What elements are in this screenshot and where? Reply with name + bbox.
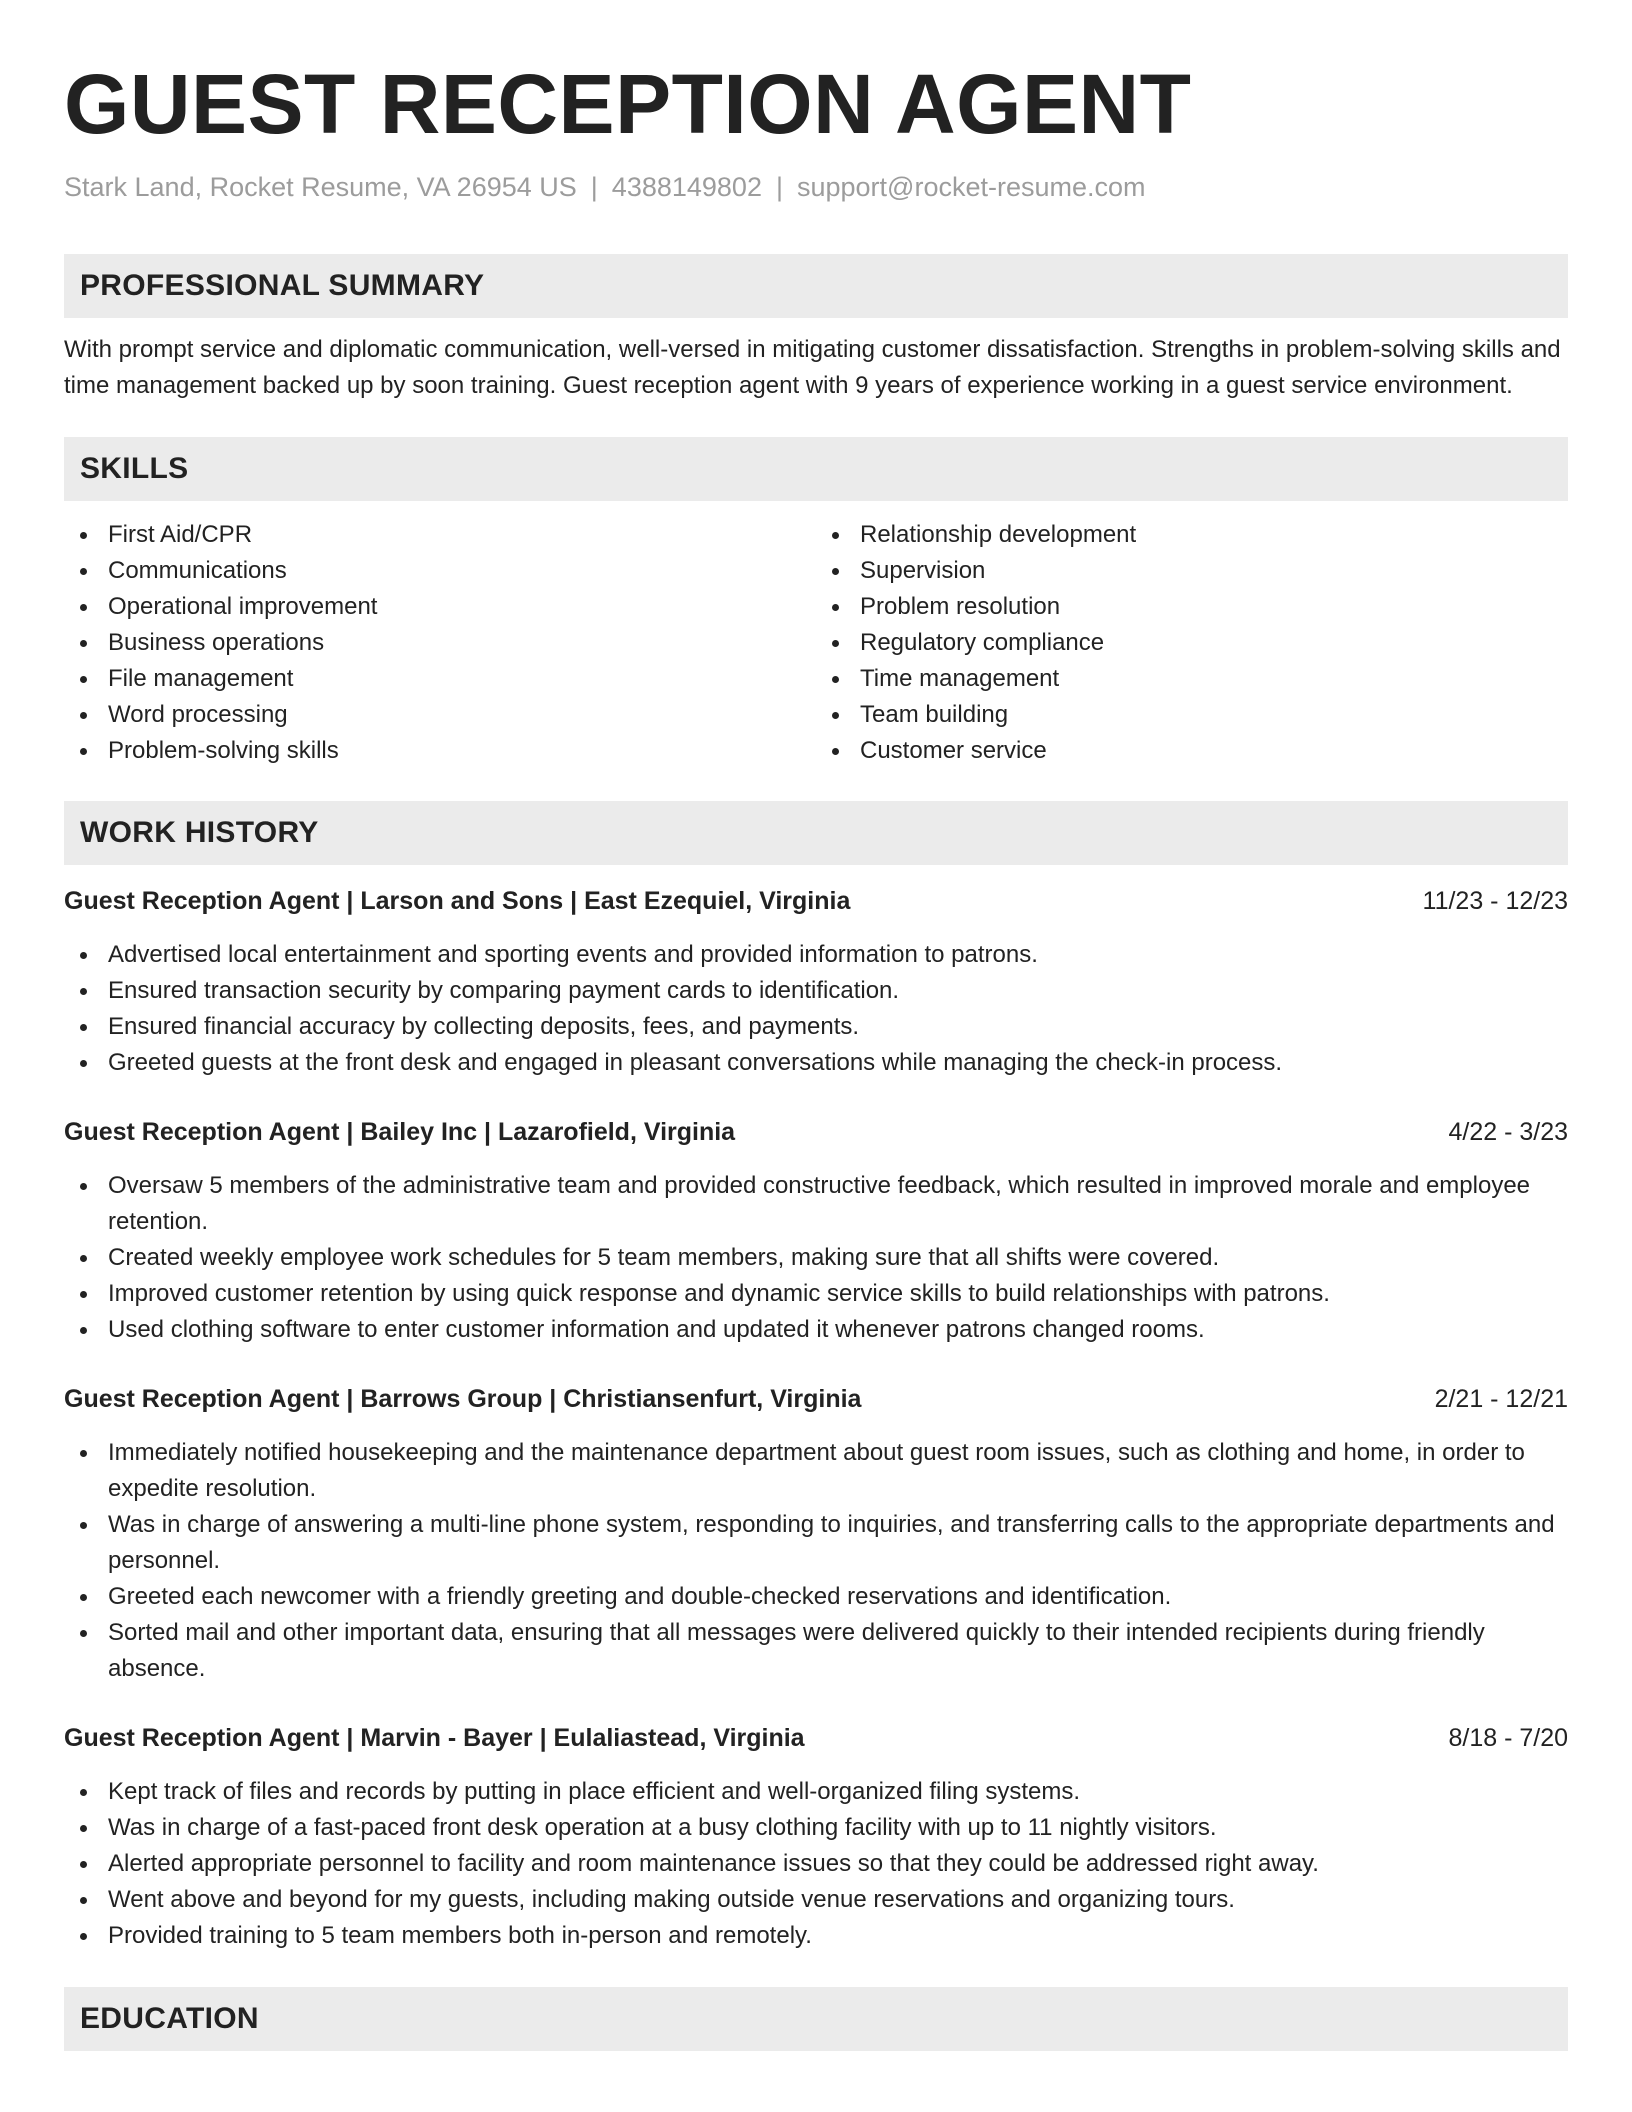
job-header xyxy=(64,883,1568,919)
contact-phone: 4388149802 xyxy=(611,172,762,202)
skill-item: Team building xyxy=(816,697,1568,733)
contact-line xyxy=(64,170,1568,204)
skill-item: First Aid/CPR xyxy=(64,517,816,553)
job-bullet: Created weekly employee work schedules for 5 team members, making sure that all shifts were covered. xyxy=(64,1240,1568,1276)
job-title: Guest Reception Agent | Marvin - Bayer | Eulaliastead, Virginia xyxy=(64,1724,805,1752)
job-dates: 4/22 - 3/23 xyxy=(1448,1118,1568,1146)
job-entry xyxy=(64,1720,1568,1954)
job-bullets xyxy=(64,1168,1568,1348)
job-bullet: Greeted each newcomer with a friendly greeting and double-checked reservations and identification. xyxy=(64,1579,1568,1615)
skills-list xyxy=(64,517,1568,769)
skill-item: Customer service xyxy=(816,733,1568,769)
job-bullet: Improved customer retention by using quick response and dynamic service skills to build relationships with patrons. xyxy=(64,1276,1568,1312)
job-bullet: Alerted appropriate personnel to facility and room maintenance issues so that they could be addressed right away. xyxy=(64,1846,1568,1882)
job-bullet: Used clothing software to enter customer information and updated it whenever patrons changed rooms. xyxy=(64,1312,1568,1348)
section-header-skills: SKILLS xyxy=(64,437,1568,501)
skill-item: Supervision xyxy=(816,553,1568,589)
contact-address: Stark Land, Rocket Resume, VA 26954 US xyxy=(64,172,577,202)
contact-separator: | xyxy=(775,172,783,202)
skill-item: Problem resolution xyxy=(816,589,1568,625)
skill-item: Business operations xyxy=(64,625,816,661)
job-dates: 11/23 - 12/23 xyxy=(1422,887,1568,915)
job-bullets xyxy=(64,1774,1568,1954)
job-title: Guest Reception Agent | Larson and Sons | East Ezequiel, Virginia xyxy=(64,887,851,915)
section-header-work-history: WORK HISTORY xyxy=(64,801,1568,865)
job-header xyxy=(64,1720,1568,1756)
job-bullet: Went above and beyond for my guests, including making outside venue reservations and organizing tours. xyxy=(64,1882,1568,1918)
skill-item: Relationship development xyxy=(816,517,1568,553)
summary-text: With prompt service and diplomatic communication, well-versed in mitigating customer dissatisfaction. Strengths in problem-solving skills and time management backed up by soon training. Guest reception agent with 9 years of experience working in a guest service environment. xyxy=(64,336,1561,399)
job-title: Guest Reception Agent | Bailey Inc | Lazarofield, Virginia xyxy=(64,1118,736,1146)
job-bullet: Sorted mail and other important data, ensuring that all messages were delivered quickly to their intended recipients during friendly absence. xyxy=(64,1615,1568,1687)
skill-item: Time management xyxy=(816,661,1568,697)
job-bullet: Kept track of files and records by putting in place efficient and well-organized filing systems. xyxy=(64,1774,1568,1810)
job-bullet: Was in charge of a fast-paced front desk operation at a busy clothing facility with up to 11 nightly visitors. xyxy=(64,1810,1568,1846)
job-bullet: Oversaw 5 members of the administrative team and provided constructive feedback, which resulted in improved morale and employee retention. xyxy=(64,1168,1568,1240)
job-bullet: Ensured financial accuracy by collecting deposits, fees, and payments. xyxy=(64,1009,1568,1045)
job-bullet: Immediately notified housekeeping and the maintenance department about guest room issues, such as clothing and home, in order to expedite resolution. xyxy=(64,1435,1568,1507)
job-entry xyxy=(64,1114,1568,1348)
job-bullet: Provided training to 5 team members both in-person and remotely. xyxy=(64,1918,1568,1954)
section-header-professional-summary: PROFESSIONAL SUMMARY xyxy=(64,254,1568,318)
skill-item: File management xyxy=(64,661,816,697)
job-bullet: Ensured transaction security by comparing payment cards to identification. xyxy=(64,973,1568,1009)
job-entry xyxy=(64,883,1568,1081)
job-dates: 8/18 - 7/20 xyxy=(1448,1724,1568,1752)
job-header xyxy=(64,1114,1568,1150)
section-header-education: EDUCATION xyxy=(64,1987,1568,2051)
skill-item: Operational improvement xyxy=(64,589,816,625)
job-entry xyxy=(64,1381,1568,1687)
job-title: Guest Reception Agent | Barrows Group | Christiansenfurt, Virginia xyxy=(64,1385,862,1413)
job-bullets xyxy=(64,937,1568,1081)
skills-column-right xyxy=(816,517,1568,769)
contact-email: support@rocket-resume.com xyxy=(796,172,1146,202)
contact-separator: | xyxy=(590,172,598,202)
job-bullet: Was in charge of answering a multi-line phone system, responding to inquiries, and transferring calls to the appropriate departments and personnel. xyxy=(64,1507,1568,1579)
skills-column-left xyxy=(64,517,816,769)
job-dates: 2/21 - 12/21 xyxy=(1434,1385,1568,1413)
job-bullet: Greeted guests at the front desk and engaged in pleasant conversations while managing the check-in process. xyxy=(64,1045,1568,1081)
skill-item: Word processing xyxy=(64,697,816,733)
skill-item: Communications xyxy=(64,553,816,589)
skill-item: Problem-solving skills xyxy=(64,733,816,769)
job-bullets xyxy=(64,1435,1568,1687)
job-bullet: Advertised local entertainment and sporting events and provided information to patrons. xyxy=(64,937,1568,973)
skill-item: Regulatory compliance xyxy=(816,625,1568,661)
resume-name: GUEST RECEPTION AGENT xyxy=(64,57,1192,151)
job-header xyxy=(64,1381,1568,1417)
